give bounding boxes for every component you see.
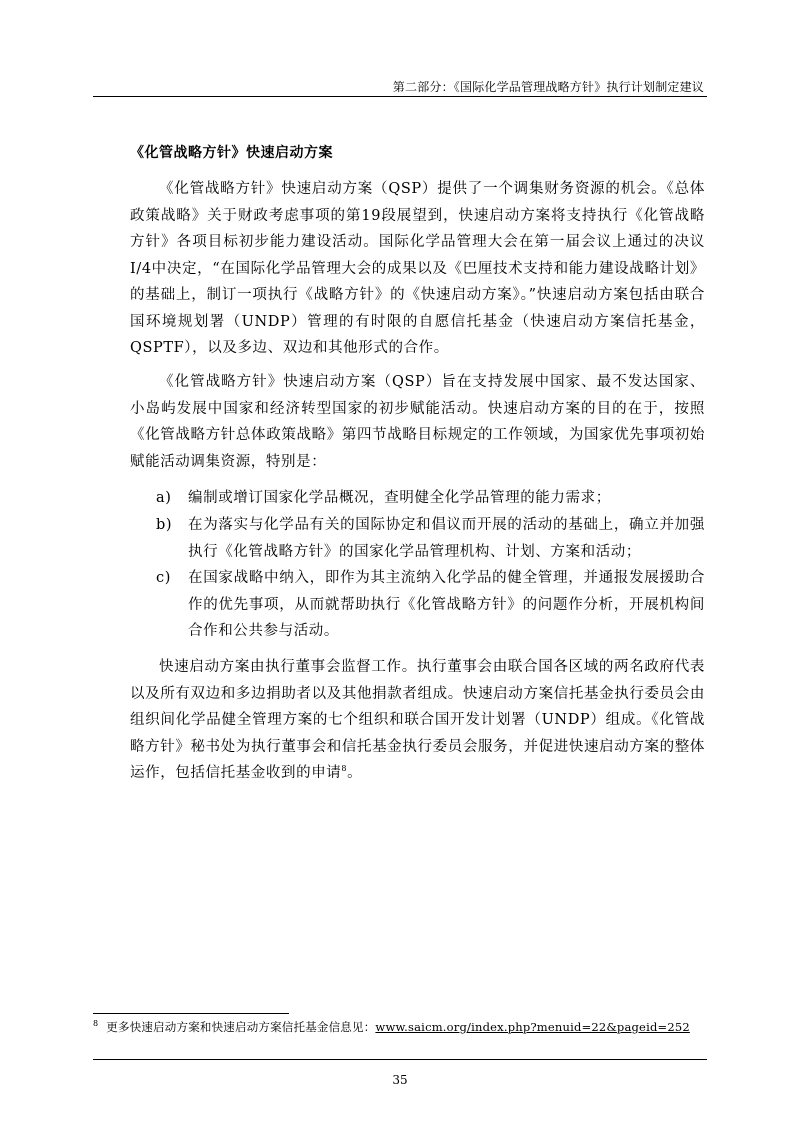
list-item-a [130,485,705,512]
body-paragraph-2: 《化管战略方针》快速启动方案（QSP）旨在支持发展中国家、最不发达国家、小岛屿发展中国家和经济转型国家的初步赋能活动。快速启动方案的目的在于，按照《化管战略方针总体政策战略》第四节战略目标规定的工作领域，为国家优先事项初始赋能活动调集资源，特别是： [130,374,705,470]
footnote-mark: 8 [93,1019,99,1029]
list-marker: a) [156,490,172,506]
footnote [93,1019,690,1035]
body-paragraph-3 [130,654,705,787]
page-number: 35 [392,1073,408,1087]
list-marker: b) [156,517,173,533]
footer-divider [93,1059,707,1060]
footnote-text: 更多快速启动方案和快速启动方案信托基金信息见： [106,1020,376,1034]
list-item-c [130,565,705,645]
header-divider [93,96,707,97]
footnote-divider [93,1013,289,1014]
list-item-b [130,512,705,566]
footnote-link[interactable]: www.saicm.org/index.php?menuid=22&pageid=252 [375,1020,690,1034]
closing-paragraph-text: 快速启动方案由执行董事会监督工作。执行董事会由联合国各区域的两名政府代表以及所有双边和多边捐助者以及其他捐款者组成。快速启动方案信托基金执行委员会由组织间化学品健全管理方案的七个组织和联合国开发计划署（UNDP）组成。《化管战略方针》秘书处为执行董事会和信托基金执行委员会服务，并促进快速启动方案的整体运作，包括信托基金收到的申请 [130,659,705,781]
list-item-text: 在为落实与化学品有关的国际协定和倡议而开展的活动的基础上，确立并加强执行《化管战略方针》的国家化学品管理机构、计划、方案和活动； [188,517,705,560]
running-header: 第二部分：《国际化学品管理战略方针》执行计划制定建议 [392,80,704,94]
list-item-text: 编制或增订国家化学品概况，查明健全化学品管理的能力需求； [188,490,611,506]
list-item-text: 在国家战略中纳入，即作为其主流纳入化学品的健全管理，并通报发展援助合作的优先事项，从而就帮助执行《化管战略方针》的问题作分析，开展机构间合作和公共参与活动。 [188,570,705,639]
body-paragraph-1: 《化管战略方针》快速启动方案（QSP）提供了一个调集财务资源的机会。《总体政策战略》关于财政考虑事项的第19段展望到，快速启动方案将支持执行《化管战略方针》各项目标初步能力建设活动。国际化学品管理大会在第一届会议上通过的决议I/4中决定，“在国际化学品管理大会的成果以及《巴厘技术支持和能力建设战略计划》的基础上，制订一项执行《战略方针》的《快速启动方案》。”快速启动方案包括由联合国环境规划署（UNDP）管理的有时限的自愿信托基金（快速启动方案信托基金，QSPTF），以及多边、双边和其他形式的合作。 [130,181,705,356]
closing-paragraph-end: 。 [347,765,363,781]
footnote-reference[interactable]: 8 [341,764,348,774]
list-marker: c) [156,570,171,586]
section-title: 《化管战略方针》快速启动方案 [130,145,333,161]
